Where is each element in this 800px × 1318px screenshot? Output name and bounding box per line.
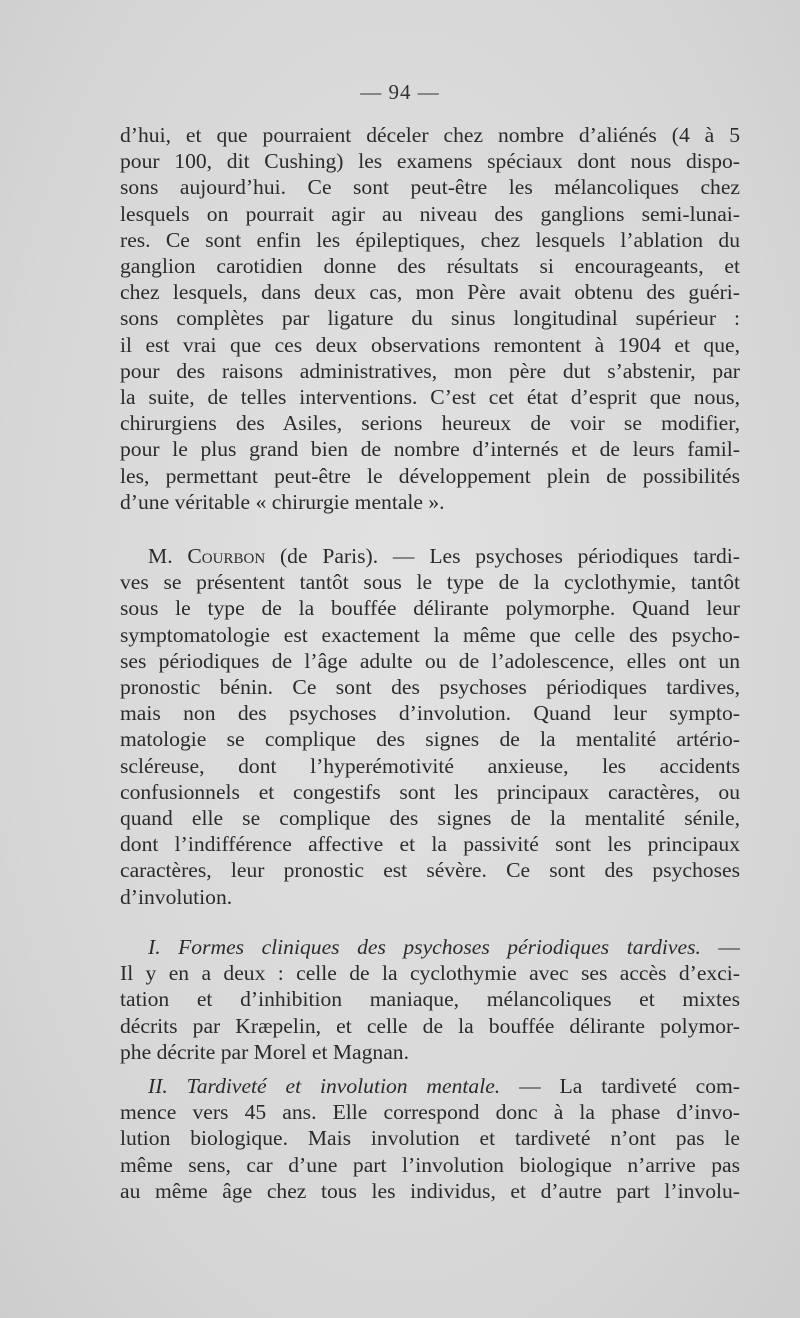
text-line: il est vrai que ces deux observations remontent à 1904 et que, xyxy=(120,332,740,357)
text-line: chirurgiens des Asiles, serions heureux de voir se modifier, xyxy=(120,411,740,436)
text-line: Il y en a deux : celle de la cyclothymie avec ses accès d’exci- xyxy=(120,961,740,986)
text-line: caractères, leur pronostic est sévère. Ce sont des psychoses xyxy=(120,858,740,883)
text-line: chez lesquels, dans deux cas, mon Père avait obtenu des guéri- xyxy=(120,280,740,305)
text-line xyxy=(120,1073,740,1099)
text-line xyxy=(120,934,740,960)
text-line: quand elle se complique des signes de la mentalité sénile, xyxy=(120,806,740,831)
body-text xyxy=(120,122,740,1204)
text-line: symptomatologie est exactement la même que celle des psycho- xyxy=(120,622,740,647)
text-line: sons complètes par ligature du sinus longitudinal supérieur : xyxy=(120,306,740,331)
text-line: scléreuse, dont l’hyperémotivité anxieuse, les accidents xyxy=(120,753,740,778)
speaker-prefix: M. xyxy=(148,544,188,569)
text-line: d’involution. xyxy=(120,884,233,909)
page-number: — 94 — xyxy=(360,80,440,104)
text-line: les, permettant peut-être le développement plein de possibilités xyxy=(120,463,740,488)
text-line: pour des raisons administratives, mon père dut s’abstenir, par xyxy=(120,358,740,383)
text-line: décrits par Kræpelin, et celle de la bouffée délirante polymor- xyxy=(120,1013,740,1038)
text-line: pour 100, dit Cushing) les examens spéciaux dont nous dispo- xyxy=(120,149,740,174)
paragraph-courbon-intervention xyxy=(120,543,740,910)
text-line: confusionnels et congestifs sont les principaux caractères, ou xyxy=(120,779,740,804)
text-line: au même âge chez tous les individus, et d’autre part l’involu- xyxy=(120,1178,740,1203)
heading-line-rest: — La tardiveté com- xyxy=(500,1073,740,1098)
text-line: lution biologique. Mais involution et tardiveté n’ont pas le xyxy=(120,1126,740,1151)
paragraph-surgery-conclusion xyxy=(120,122,740,515)
text-line: matologie se complique des signes de la mentalité artério- xyxy=(120,727,740,752)
section-heading-tardivete: II. Tardiveté et involution mentale. xyxy=(148,1073,501,1098)
text-line: dont l’indifférence affective et la passivité sont les principaux xyxy=(120,832,740,857)
text-line: ves se présentent tantôt sous le type de la cyclothymie, tantôt xyxy=(120,570,740,595)
text-line: d’hui, et que pourraient déceler chez nombre d’aliénés (4 à 5 xyxy=(120,123,740,147)
text-line: la suite, de telles interventions. C’est cet état d’esprit que nous, xyxy=(120,385,740,410)
paragraph-clinical-forms xyxy=(120,934,740,1065)
heading-line-rest: — xyxy=(700,934,740,959)
text-line: sous le type de la bouffée délirante polymorphe. Quand leur xyxy=(120,596,740,621)
text-line: tation et d’inhibition maniaque, mélancoliques et mixtes xyxy=(120,987,740,1012)
text-line: mais non des psychoses d’involution. Quand leur sympto- xyxy=(120,701,740,726)
text-line: pour le plus grand bien de nombre d’internés et de leurs famil- xyxy=(120,437,740,462)
speaker-line-rest: (de Paris). — Les psychoses périodiques tardi- xyxy=(265,544,740,569)
text-line: ses périodiques de l’âge adulte ou de l’adolescence, elles ont un xyxy=(120,648,740,673)
text-line: sons aujourd’hui. Ce sont peut-être les mélancoliques chez xyxy=(120,175,740,200)
text-line: même sens, car d’une part l’involution biologique n’arrive pas xyxy=(120,1152,740,1177)
text-line xyxy=(120,543,740,569)
text-line: mence vers 45 ans. Elle correspond donc à la phase d’invo- xyxy=(120,1100,740,1125)
paragraph-tardivete-involution xyxy=(120,1073,740,1204)
text-line: pronostic bénin. Ce sont des psychoses périodiques tardives, xyxy=(120,675,740,700)
text-line: phe décrite par Morel et Magnan. xyxy=(120,1039,409,1064)
text-line: d’une véritable « chirurgie mentale ». xyxy=(120,489,445,514)
text-line: res. Ce sont enfin les épileptiques, chez lesquels l’ablation du xyxy=(120,227,740,252)
section-heading-clinical-forms: I. Formes cliniques des psychoses périodiques tardives. xyxy=(148,934,701,959)
speaker-name: Courbon xyxy=(187,544,266,569)
text-line: lesquels on pourrait agir au niveau des ganglions semi-lunai- xyxy=(120,201,740,226)
text-line: ganglion carotidien donne des résultats si encourageants, et xyxy=(120,254,740,279)
